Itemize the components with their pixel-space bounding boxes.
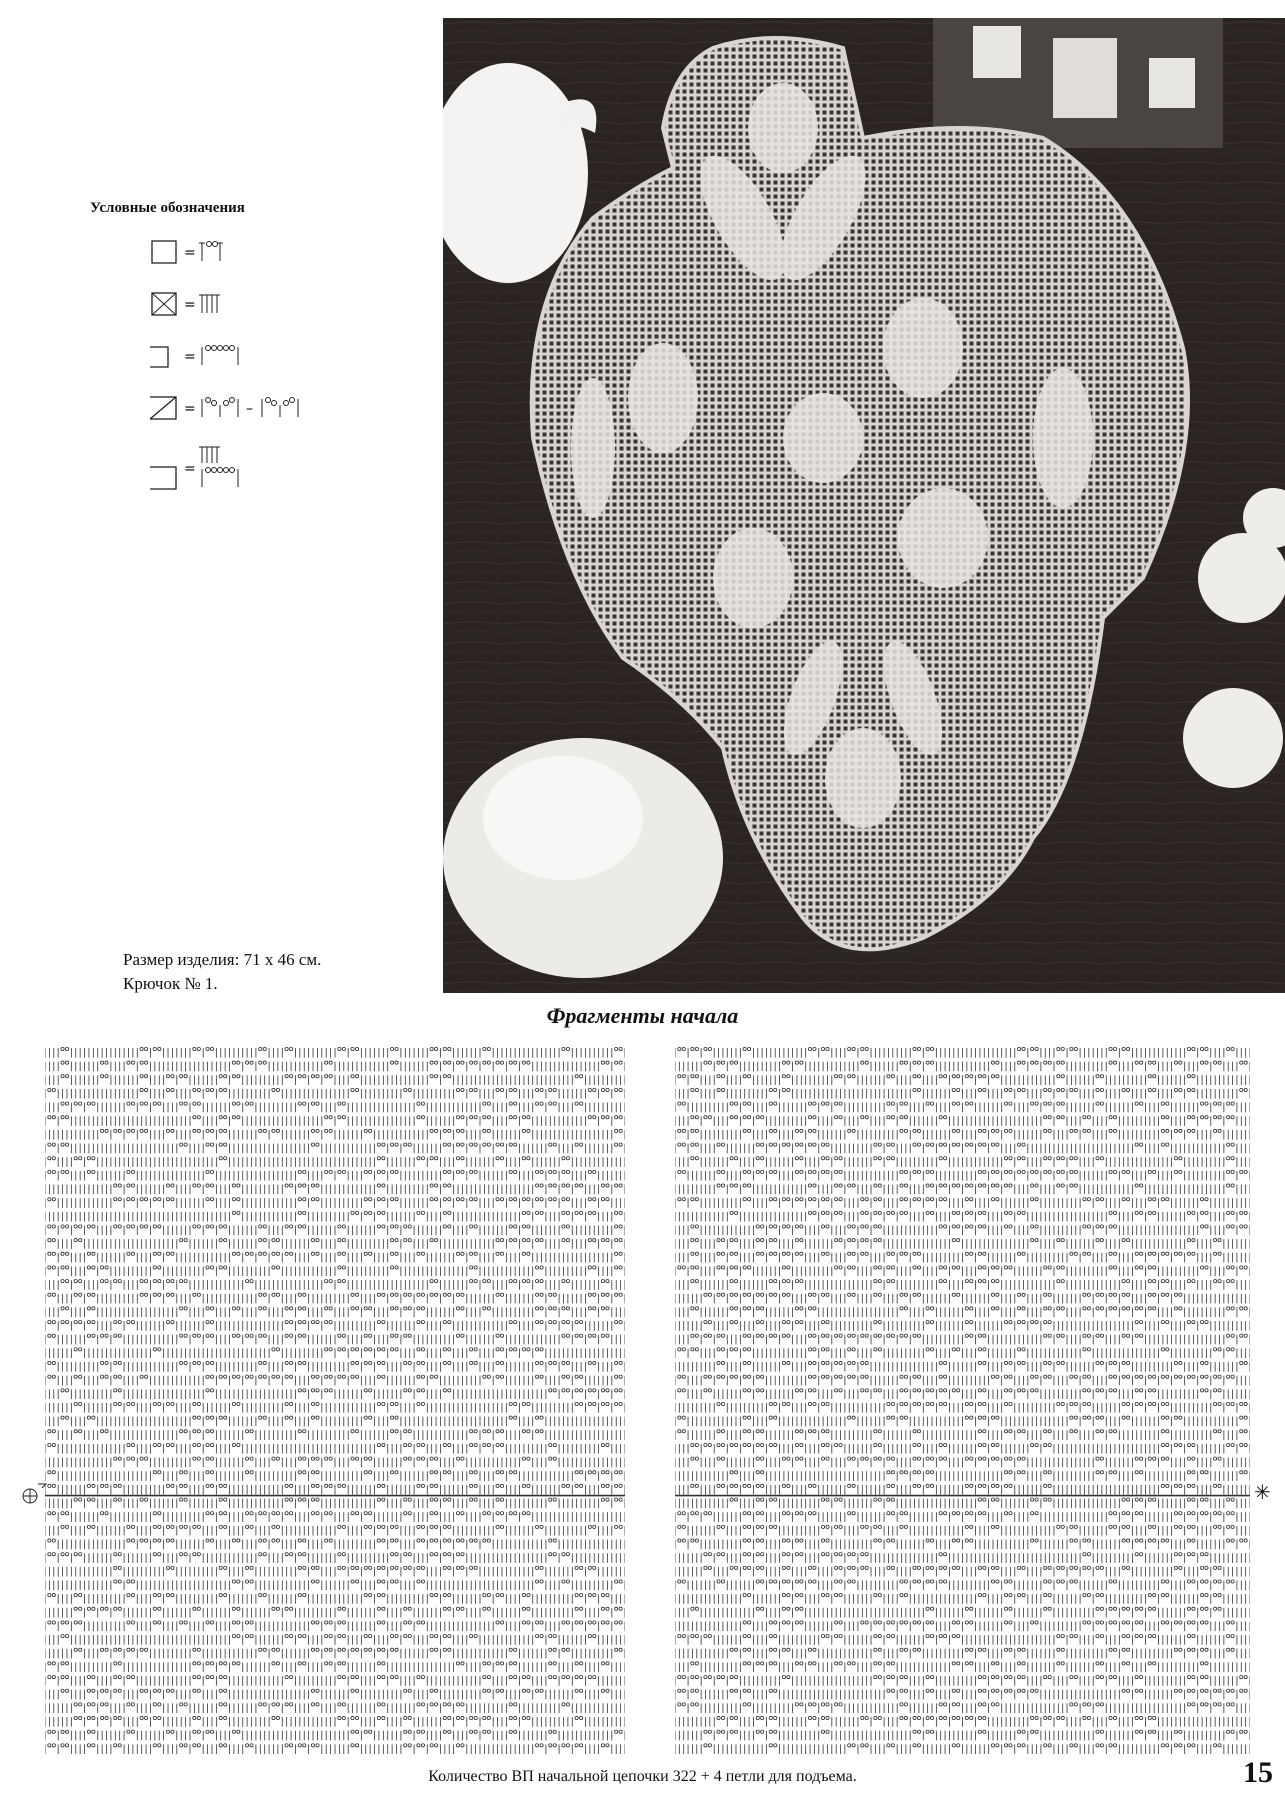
- crochet-chart-right: [675, 1045, 1250, 1755]
- svg-text:=: =: [184, 349, 196, 365]
- footer-note: Количество ВП начальной цепочки 322 + 4 петли для подъема.: [428, 1768, 857, 1785]
- lacet-symbol-icon: [150, 391, 410, 425]
- start-row-marker-icon: [18, 1480, 48, 1510]
- legend: [90, 200, 390, 511]
- legend-title: Условные обозначения: [90, 200, 245, 216]
- repeat-star-icon: ✳: [1254, 1482, 1271, 1504]
- page-number: 15: [1243, 1756, 1273, 1789]
- svg-text:=: =: [184, 401, 196, 417]
- crochet-chart-left: [45, 1045, 625, 1755]
- hook-size: Крючок № 1.: [123, 974, 218, 993]
- svg-text:=: =: [184, 245, 196, 261]
- open-mesh-symbol-icon: [150, 235, 270, 269]
- svg-text:–: –: [246, 401, 253, 417]
- legend-open-mesh: [90, 235, 390, 269]
- filled-block-symbol-icon: [150, 287, 270, 321]
- long-chain-symbol-icon: [150, 339, 350, 373]
- filled-over-chain-symbol-icon: [150, 443, 350, 497]
- legend-filled-block: [90, 287, 390, 321]
- svg-text:=: =: [184, 461, 196, 477]
- legend-filled-over-chain: [90, 443, 390, 493]
- svg-text:=: =: [184, 297, 196, 313]
- product-size: Размер изделия: 71 х 46 см.: [123, 950, 322, 969]
- legend-long-chain: [90, 339, 390, 373]
- doily-photo: [443, 18, 1285, 993]
- product-specs: [123, 948, 321, 996]
- legend-v-lacet: [90, 391, 390, 425]
- fragments-title: Фрагменты начала: [546, 1003, 739, 1028]
